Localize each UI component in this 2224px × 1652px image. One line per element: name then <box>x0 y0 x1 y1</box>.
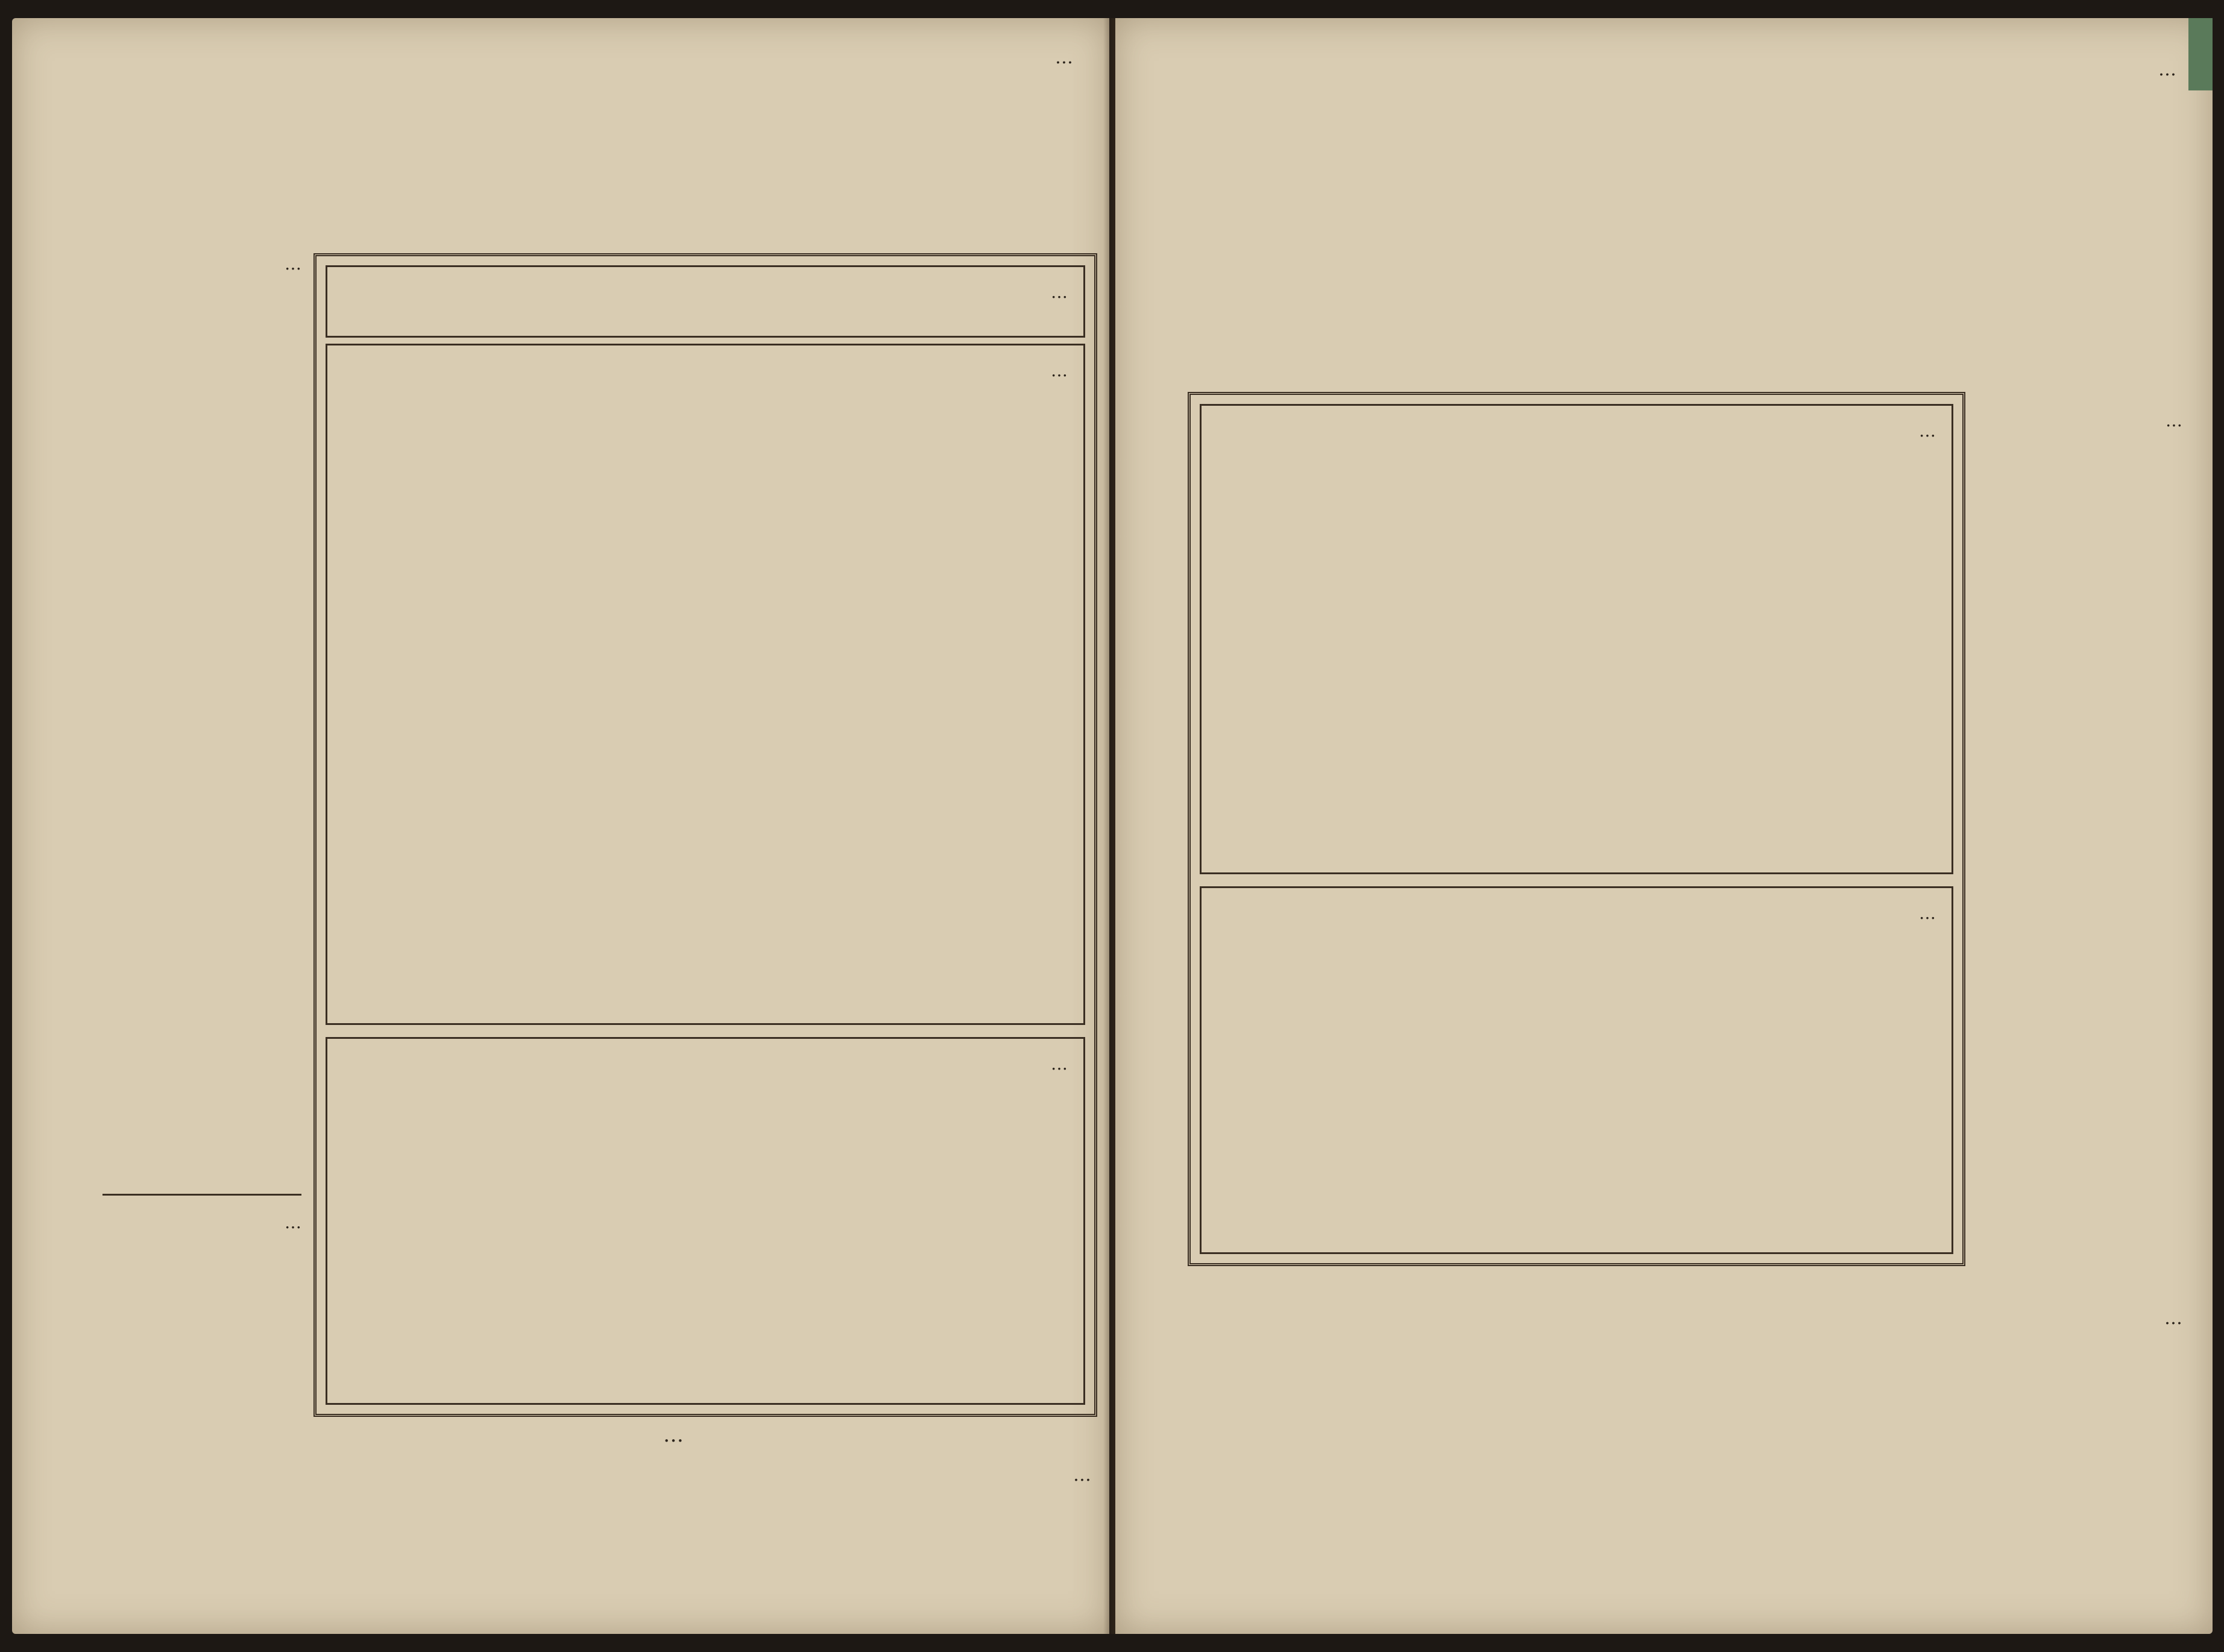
left-box-header: … <box>326 265 1085 338</box>
left-side-column: … <box>285 254 301 274</box>
right-side-column: … <box>2166 411 2182 430</box>
right-box-main: … <box>1200 404 1953 874</box>
left-page <box>12 18 1109 1634</box>
right-page-bottom-text: … <box>2164 1308 2182 1329</box>
left-box-main: … <box>326 344 1085 1025</box>
left-side-divider <box>102 1194 301 1196</box>
left-box-lower: … <box>326 1037 1085 1405</box>
left-page-bottom-text: … <box>1073 1464 1091 1486</box>
right-page-top-text: … <box>2158 59 2176 80</box>
left-footer-label: … <box>663 1423 684 1447</box>
left-side-column-lower: … <box>285 1212 301 1232</box>
right-page <box>1115 18 2213 1634</box>
right-box-lower: … <box>1200 886 1953 1254</box>
left-page-top-text: … <box>1055 47 1073 68</box>
page-tab-marker <box>2188 18 2213 90</box>
